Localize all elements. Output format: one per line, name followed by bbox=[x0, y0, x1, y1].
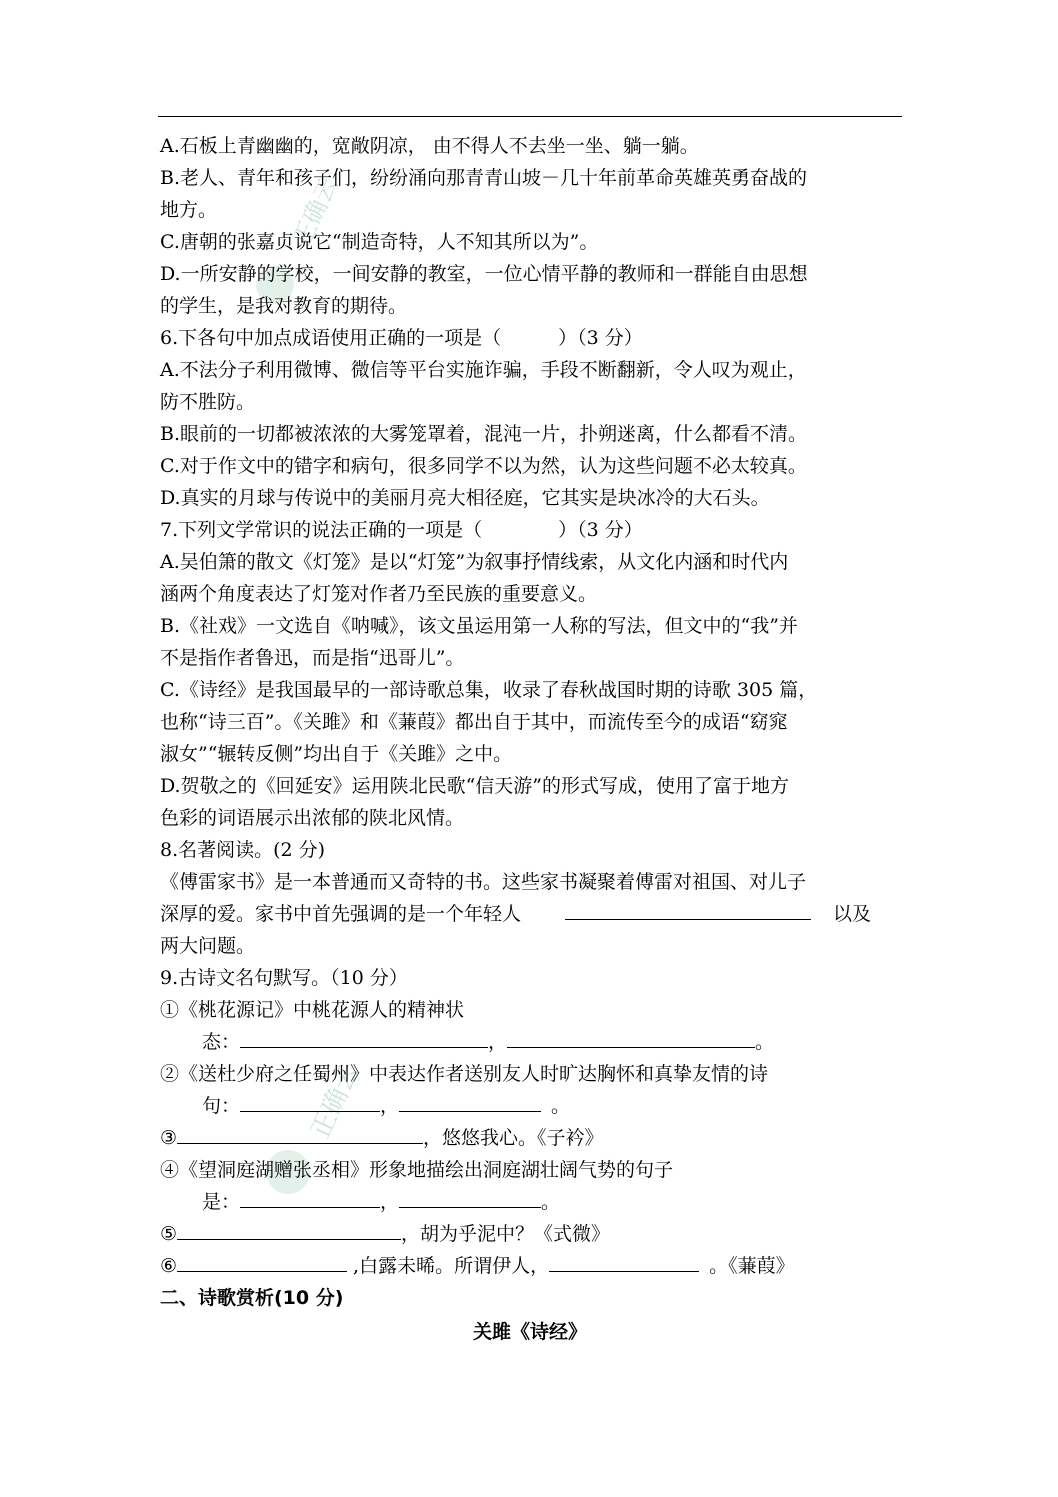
q9-label: 态： bbox=[202, 1031, 241, 1053]
q9-text: 。《蒹葭》 bbox=[709, 1255, 795, 1277]
q9-label: 是： bbox=[202, 1191, 241, 1213]
answer-blank[interactable] bbox=[177, 1123, 423, 1144]
question-9-title: 9.古诗文名句默写。（10 分） bbox=[160, 967, 408, 989]
text-line: 也称“诗三百”。《关雎》和《蒹葭》都出自于其中，而流传至今的成语“窈窕 bbox=[160, 711, 788, 733]
punct: ， bbox=[380, 1095, 400, 1117]
text-line: D.一所安静的学校，一间安静的教室，一位心情平静的教师和一群能自由思想 bbox=[160, 263, 808, 285]
q9-label: ⑤ bbox=[160, 1223, 178, 1245]
text-line: C.唐朝的张嘉贞说它“制造奇特，人不知其所以为”。 bbox=[160, 231, 599, 253]
q9-text: ,白露未晞。所谓伊人， bbox=[353, 1255, 550, 1277]
punct: 。 bbox=[551, 1095, 571, 1117]
text-line: 地方。 bbox=[160, 199, 218, 221]
poem-title: 关雎《诗经》 bbox=[472, 1321, 587, 1343]
q9-text: ，悠悠我心。《子衿》 bbox=[423, 1127, 604, 1149]
answer-blank[interactable] bbox=[549, 1251, 699, 1272]
punct: 。 bbox=[541, 1191, 561, 1213]
text-line: 不是指作者鲁迅，而是指“迅哥儿”。 bbox=[160, 647, 465, 669]
text-line: B.老人、青年和孩子们，纷纷涌向那青青山坡－几十年前革命英雄英勇奋战的 bbox=[160, 167, 808, 189]
punct: ， bbox=[380, 1191, 400, 1213]
answer-blank[interactable] bbox=[177, 1251, 347, 1272]
question-8-title: 8.名著阅读。(2 分) bbox=[160, 839, 326, 861]
answer-blank[interactable] bbox=[177, 1219, 401, 1240]
q9-label: 句： bbox=[202, 1095, 241, 1117]
text-line: 涵两个角度表达了灯笼对作者乃至民族的重要意义。 bbox=[160, 583, 598, 605]
text-line: 《傅雷家书》是一本普通而又奇特的书。这些家书凝聚着傅雷对祖国、对儿子 bbox=[160, 871, 807, 893]
text-line: B.眼前的一切都被浓浓的大雾笼罩着，混沌一片，扑朔迷离，什么都看不清。 bbox=[160, 423, 808, 445]
q9-3-fill-line bbox=[160, 1122, 900, 1154]
text-line: D.真实的月球与传说中的美丽月亮大相径庭，它其实是块冰冷的大石头。 bbox=[160, 487, 770, 509]
text-line: C.对于作文中的错字和病句，很多同学不以为然，认为这些问题不必太较真。 bbox=[160, 455, 807, 477]
answer-blank[interactable] bbox=[399, 1091, 541, 1112]
answer-blank[interactable] bbox=[240, 1027, 488, 1048]
document-body bbox=[160, 130, 900, 1348]
answer-blank[interactable] bbox=[507, 1027, 755, 1048]
text-line: 的学生，是我对教育的期待。 bbox=[160, 295, 408, 317]
q8-text: 深厚的爱。家书中首先强调的是一个年轻人 bbox=[160, 903, 522, 925]
q9-text: ，胡为乎泥中？《式微》 bbox=[401, 1223, 611, 1245]
q9-label: ③ bbox=[160, 1127, 178, 1149]
text-line: C.《诗经》是我国最早的一部诗歌总集，收录了春秋战国时期的诗歌 305 篇， bbox=[160, 679, 818, 701]
text-line: 色彩的词语展示出浓郁的陕北风情。 bbox=[160, 807, 465, 829]
text-line: 淑女”“辗转反侧”均出自于《关雎》之中。 bbox=[160, 743, 513, 765]
question-6-title: 6.下各句中加点成语使用正确的一项是（ ）（3 分） bbox=[160, 327, 643, 349]
q9-label: ⑥ bbox=[160, 1255, 178, 1277]
q9-2-fill-line bbox=[160, 1090, 900, 1122]
text-line: 防不胜防。 bbox=[160, 391, 256, 413]
text-line: B.《社戏》一文选自《呐喊》，该文虽运用第一人称的写法，但文中的“我”并 bbox=[160, 615, 798, 637]
text-line: D.贺敬之的《回延安》运用陕北民歌“信天游”的形式写成，使用了富于地方 bbox=[160, 775, 790, 797]
answer-blank[interactable] bbox=[399, 1187, 541, 1208]
text-line: A.石板上青幽幽的，宽敞阴凉， 由不得人不去坐一坐、躺一躺。 bbox=[160, 135, 699, 157]
punct: 。 bbox=[755, 1031, 775, 1053]
q9-4-fill-line bbox=[160, 1186, 900, 1218]
text-line: A.不法分子利用微博、微信等平台实施诈骗，手段不断翻新，令人叹为观止， bbox=[160, 359, 807, 381]
q9-5-fill-line bbox=[160, 1218, 900, 1250]
q9-2-prompt: ②《送杜少府之任蜀州》中表达作者送别友人时旷达胸怀和真挚友情的诗 bbox=[160, 1063, 769, 1085]
answer-blank[interactable] bbox=[240, 1091, 380, 1112]
text-line: 两大问题。 bbox=[160, 935, 256, 957]
question-7-title: 7.下列文学常识的说法正确的一项是（ ）（3 分） bbox=[160, 519, 643, 541]
answer-blank[interactable] bbox=[240, 1187, 380, 1208]
q8-fill-line bbox=[160, 898, 900, 930]
watermark-text: 正确云 bbox=[287, 173, 344, 251]
answer-blank[interactable] bbox=[565, 899, 811, 920]
text-line: A.吴伯箫的散文《灯笼》是以“灯笼”为叙事抒情线索，从文化内涵和时代内 bbox=[160, 551, 789, 573]
section-2-heading: 二、诗歌赏析(10 分) bbox=[160, 1287, 344, 1309]
q8-text: 以及 bbox=[833, 903, 872, 925]
q9-1-prompt: ①《桃花源记》中桃花源人的精神状 bbox=[160, 999, 465, 1021]
q9-1-fill-line bbox=[160, 1026, 900, 1058]
punct: ， bbox=[488, 1031, 508, 1053]
watermark-text: 正确云 bbox=[305, 1059, 366, 1144]
q9-6-fill-line bbox=[160, 1250, 900, 1282]
header-rule bbox=[158, 116, 902, 117]
q9-4-prompt: ④《望洞庭湖赠张丞相》形象地描绘出洞庭湖壮阔气势的句子 bbox=[160, 1159, 674, 1181]
